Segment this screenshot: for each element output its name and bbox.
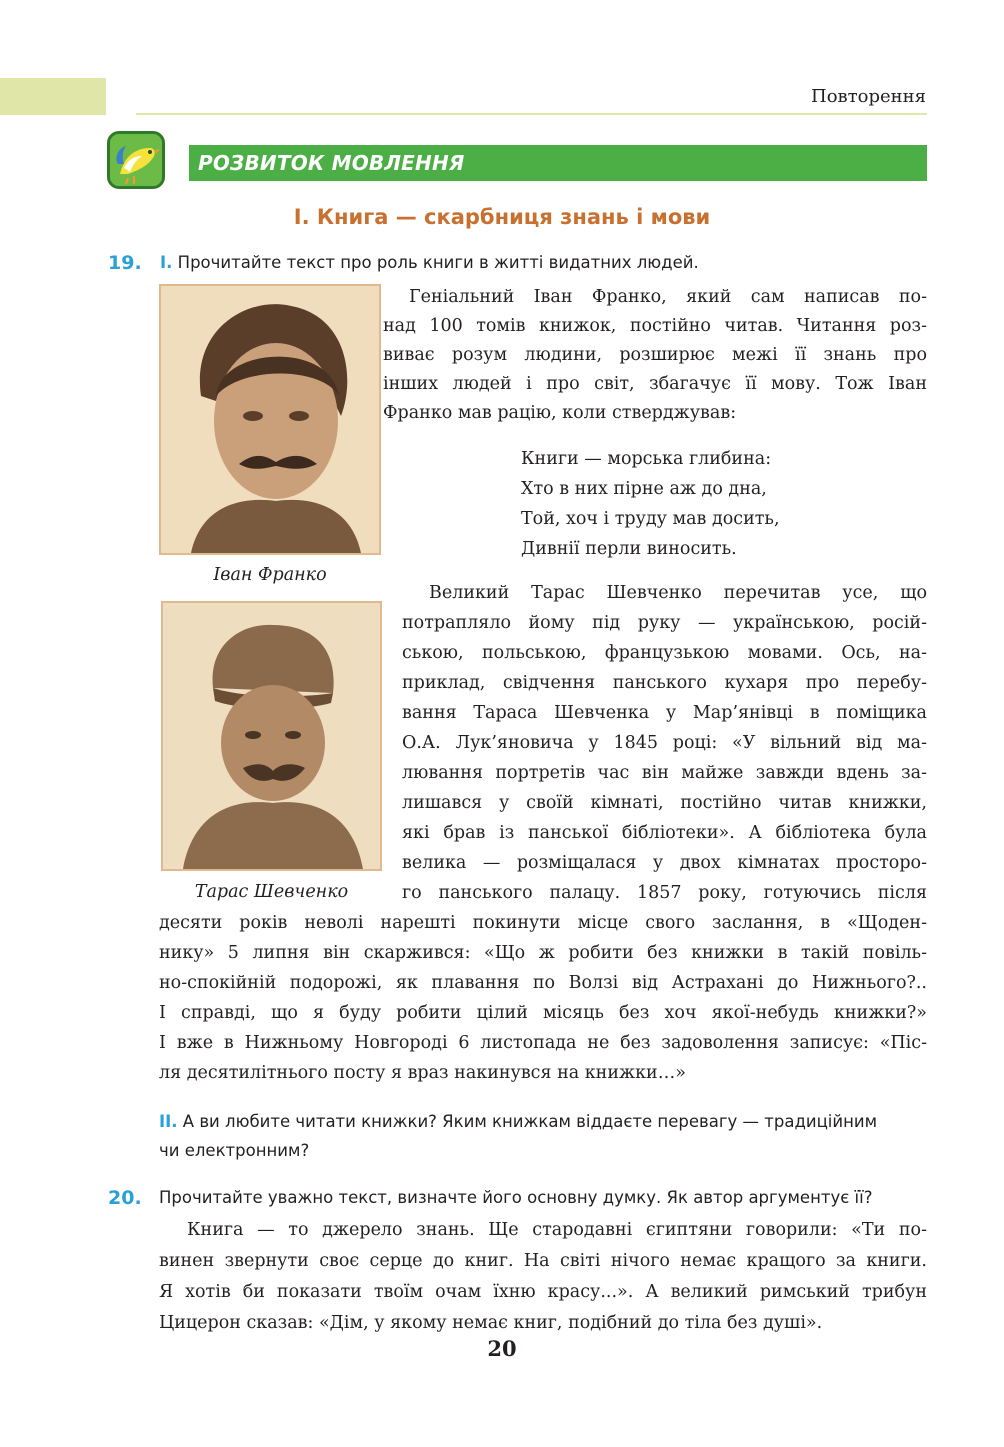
section-title: РОЗВИТОК МОВЛЕННЯ bbox=[198, 151, 465, 175]
shevchenko-text-line: лювання портретів час він майже завжди вдень за- bbox=[402, 763, 927, 783]
exercise-20-number: 20. bbox=[108, 1187, 142, 1209]
part-2-task-line: чи електронним? bbox=[159, 1141, 310, 1160]
shevchenko-text-line: лишався у своїй кімнаті, постійно читав книжки, bbox=[402, 793, 927, 813]
section-banner bbox=[189, 145, 927, 181]
shevchenko-text-line: ля десятилітнього посту я враз накинувся на книжки…» bbox=[159, 1063, 686, 1083]
shevchenko-text-line: вання Тараса Шевченка у Мар’янівці в поміщика bbox=[402, 703, 927, 723]
part-1-numeral: I. bbox=[160, 253, 173, 272]
exercise-20-text-line: Цицерон сказав: «Дім, у якому немає книг, подібний до тіла без душі». bbox=[159, 1313, 823, 1333]
franko-text-line: інших людей і про світ, збагачує її мову. Тож Іван bbox=[383, 374, 927, 394]
poem-line: Книги — морська глибина: bbox=[521, 449, 772, 469]
poem-line: Дивнії перли виносить. bbox=[521, 539, 737, 559]
poem-line: Хто в них пірне аж до дна, bbox=[521, 479, 767, 499]
part-2-task-line: А ви любите читати книжки? Яким книжкам віддаєте перевагу — традиційним bbox=[182, 1112, 878, 1131]
exercise-20-text-line: Я хотів би показати твоїм очам їхню красу...». А великий римський трибун bbox=[159, 1282, 927, 1302]
shevchenko-text-line: які брав із панської бібліотеки». А бібліотека була bbox=[402, 823, 927, 843]
part-2-numeral: II. bbox=[159, 1112, 178, 1131]
shevchenko-text-line: но-спокійній подорожі, як плавання по Волзі від Астрахані до Нижнього?.. bbox=[159, 973, 927, 993]
shevchenko-text-line: нику» 5 липня він скаржився: «Що ж робити без книжки в такій повіль- bbox=[159, 943, 927, 963]
topic-title: І. Книга — скарбниця знань і мови bbox=[293, 205, 711, 229]
shevchenko-text-line: приклад, свідчення панського кухаря про перебу- bbox=[402, 673, 927, 693]
franko-portrait bbox=[159, 284, 381, 555]
bird-icon bbox=[107, 131, 165, 189]
exercise-20-task: Прочитайте уважно текст, визначте його основну думку. Як автор аргументує її? bbox=[159, 1188, 873, 1207]
shevchenko-text-line: Великий Тарас Шевченко перечитав усе, що bbox=[429, 583, 927, 603]
header-tab-decoration bbox=[0, 78, 106, 115]
franko-text-line: Геніальний Іван Франко, який сам написав по- bbox=[409, 287, 927, 307]
shevchenko-text-line: ською, польською, французькою мовами. Ось, на- bbox=[402, 643, 927, 663]
shevchenko-caption: Тарас Шевченко bbox=[194, 882, 349, 902]
exercise-19-part2-task bbox=[159, 1112, 929, 1131]
franko-text-line: виває розум людини, розширює межі її знань про bbox=[383, 345, 927, 365]
shevchenko-text-line: го панського палацу. 1857 року, готуючись після bbox=[402, 883, 927, 903]
part-1-task-text: Прочитайте текст про роль книги в житті видатних людей. bbox=[177, 253, 699, 272]
shevchenko-text-line: велика — розміщалася у двох кімнатах просторо- bbox=[402, 853, 927, 873]
exercise-19-part1-task bbox=[160, 253, 699, 272]
shevchenko-text-line: десяти років неволі нарешті покинути місце свого заслання, в «Щоден- bbox=[159, 913, 927, 933]
page-number: 20 bbox=[487, 1336, 517, 1361]
exercise-19-number: 19. bbox=[108, 252, 142, 274]
shevchenko-portrait bbox=[161, 601, 382, 871]
shevchenko-text-line: І вже в Нижньому Новгороді 6 листопада не без задоволення записує: «Піс- bbox=[159, 1033, 927, 1053]
shevchenko-text-line: І справді, що я буду робити цілий місяць без хоч якої-небудь книжки?» bbox=[159, 1003, 927, 1023]
franko-text-line: над 100 томів книжок, постійно читав. Читання роз- bbox=[383, 316, 927, 336]
franko-caption: Іван Франко bbox=[213, 565, 327, 585]
exercise-20-text-line: Книга — то джерело знань. Ще стародавні єгиптяни говорили: «Ти по- bbox=[187, 1220, 927, 1240]
header-rule bbox=[136, 113, 927, 115]
franko-text-line: Франко мав рацію, коли стверджував: bbox=[383, 403, 737, 423]
exercise-20-text-line: винен звернути своє серце до книг. На світі нічого немає кращого за книги. bbox=[159, 1251, 927, 1271]
poem-line: Той, хоч і труду мав досить, bbox=[521, 509, 780, 529]
running-head: Повторення bbox=[811, 86, 926, 107]
shevchenko-text-line: О.А. Лук’яновича у 1845 році: «У вільний від ма- bbox=[402, 733, 927, 753]
shevchenko-text-line: потрапляло йому під руку — українською, росій- bbox=[402, 613, 927, 633]
